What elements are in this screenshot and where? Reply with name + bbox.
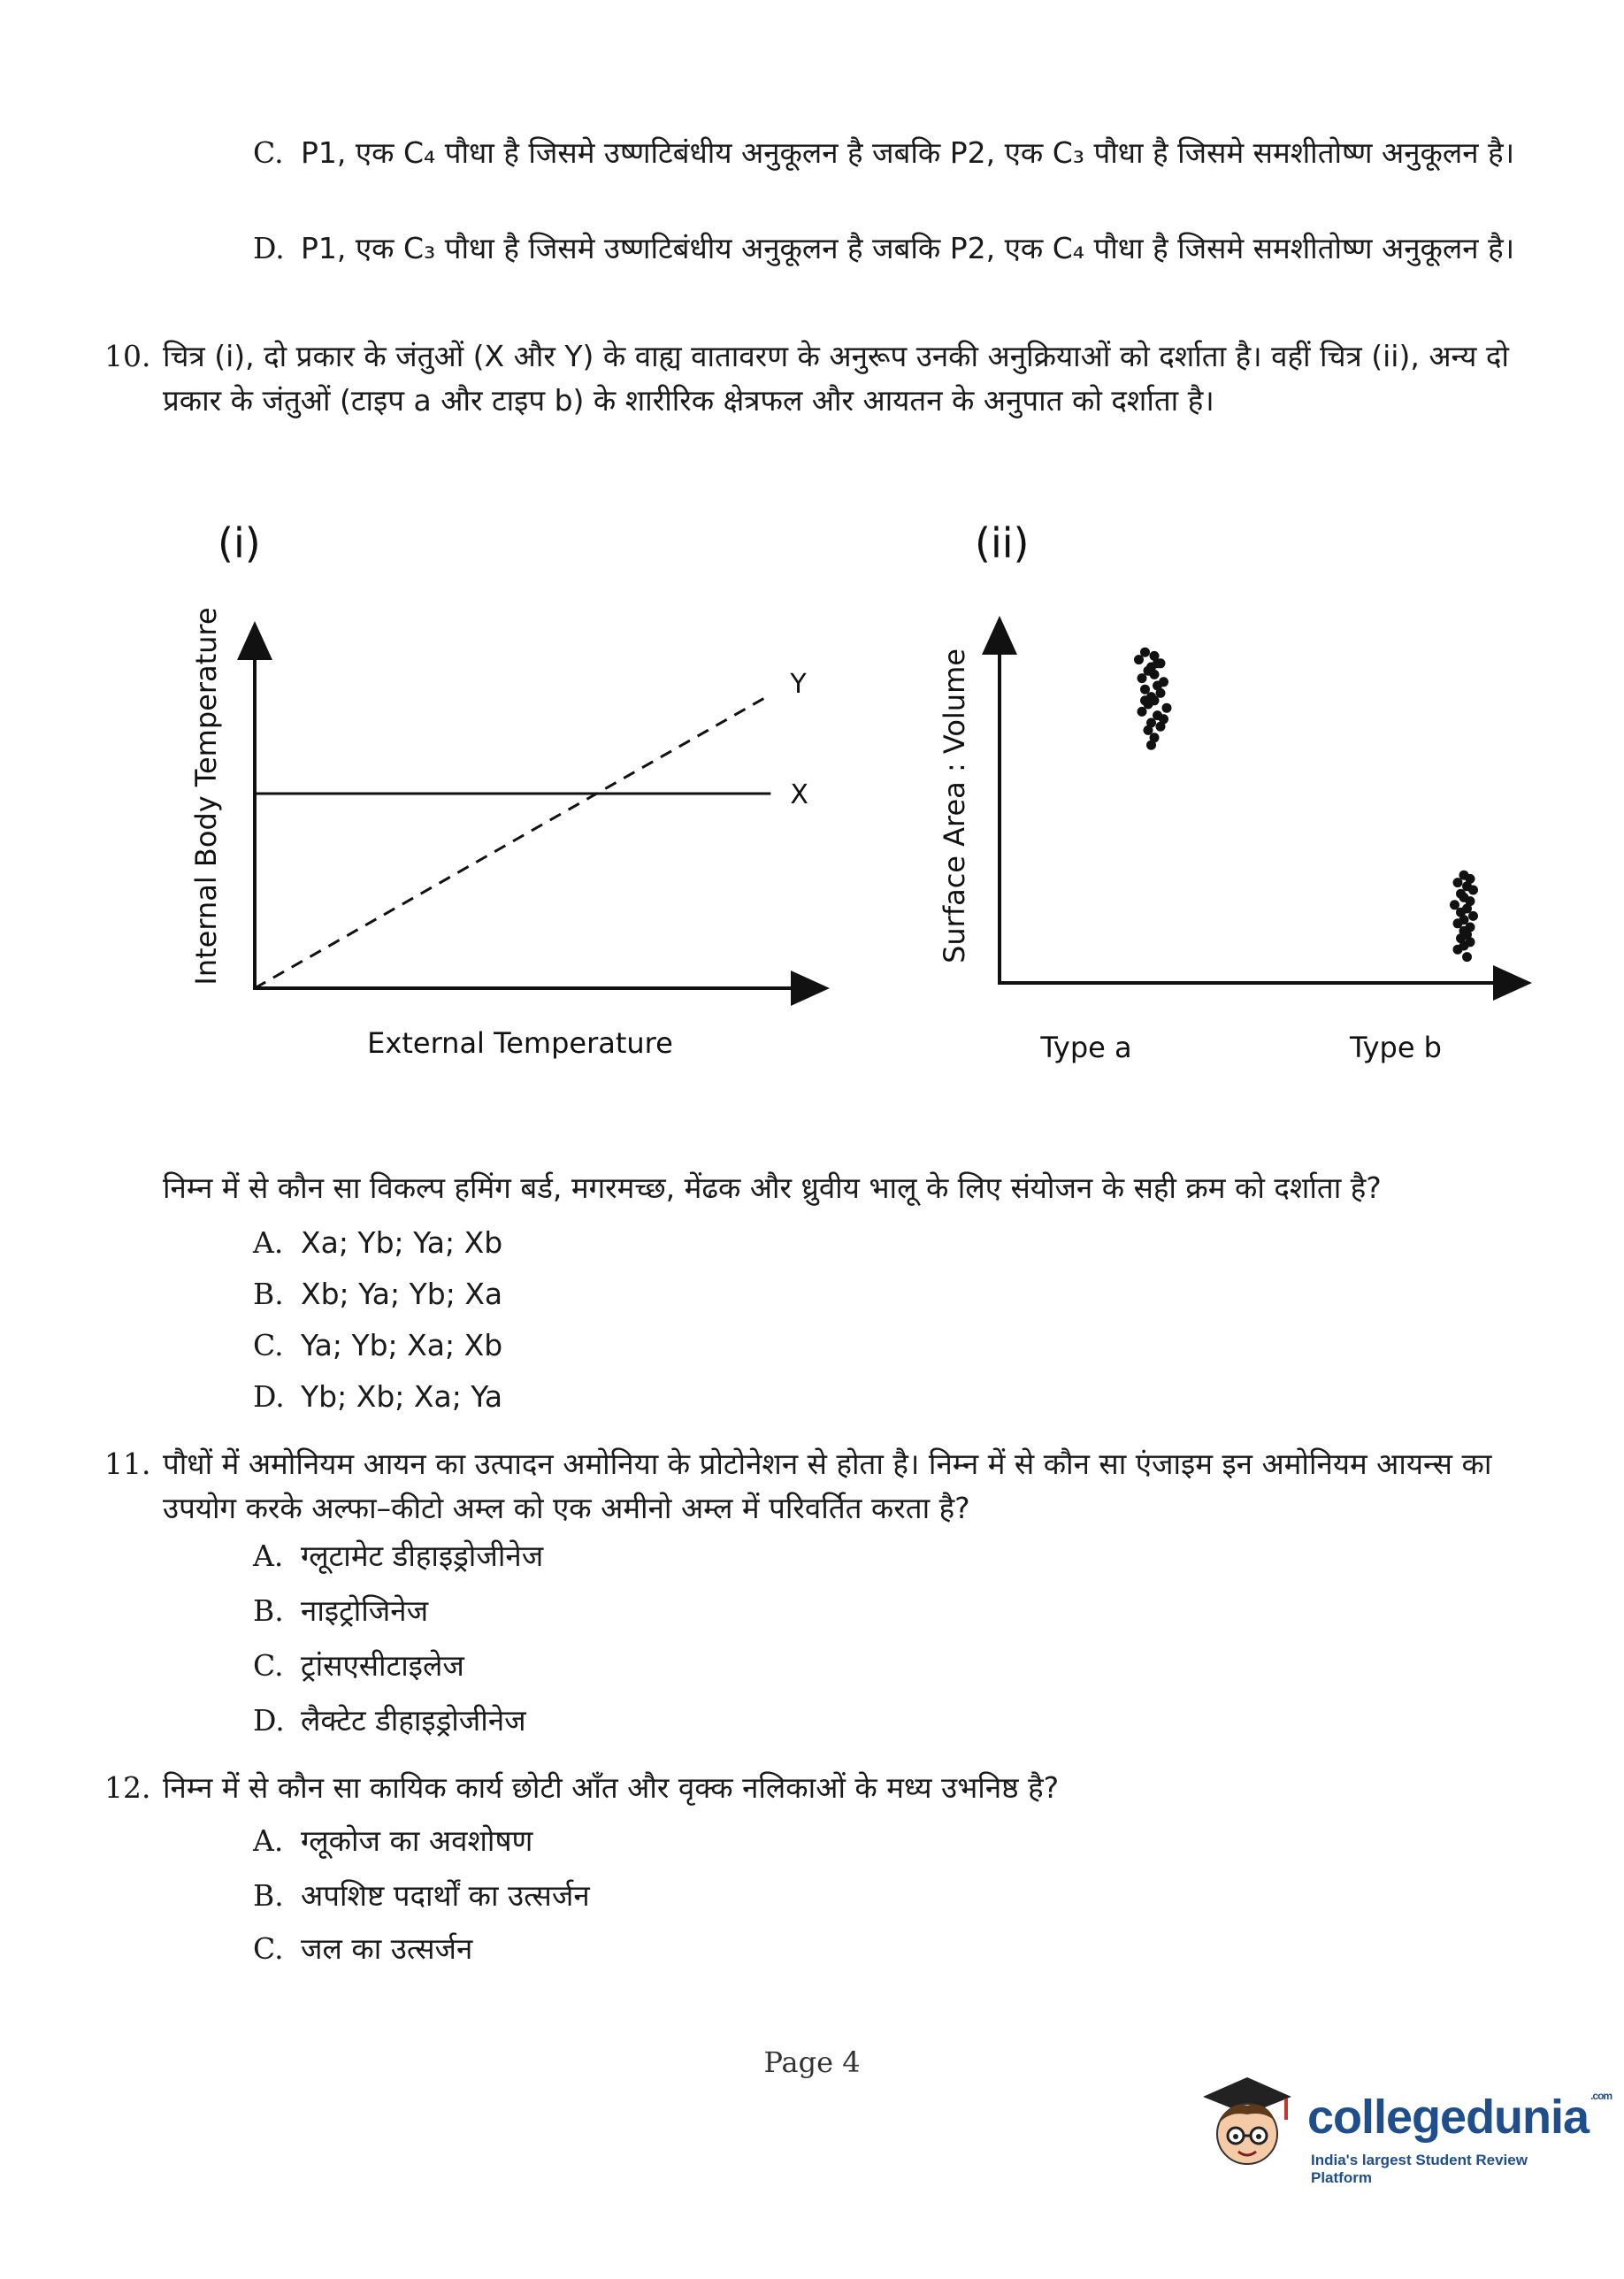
mascot-icon (1194, 2070, 1300, 2176)
option-text: Yb; Xb; Xa; Ya (301, 1379, 503, 1414)
type-a-point (1138, 707, 1147, 717)
scatter-points (1134, 648, 1478, 962)
option-text: अपशिष्ट पदार्थों का उत्सर्जन (301, 1878, 590, 1913)
question-number: 12. (104, 1770, 151, 1805)
series-x-label: X (790, 779, 808, 810)
q10-option-d (253, 1377, 1536, 1417)
question-number: 11. (104, 1446, 151, 1481)
type-a-point (1162, 703, 1172, 713)
option-text: नाइट्रोजिनेज (301, 1593, 429, 1628)
type-b-point (1468, 886, 1478, 895)
option-label: A. (253, 1823, 284, 1858)
option-text: ग्लूटामेट डीहाइड्रोजीनेज (301, 1539, 544, 1573)
option-label: D. (253, 1703, 285, 1738)
option-label: B. (253, 1878, 284, 1913)
question-10 (104, 334, 1546, 423)
q11-option-d (253, 1700, 1536, 1741)
type-a-point (1156, 688, 1166, 698)
type-b-point (1450, 900, 1459, 909)
question-11 (104, 1442, 1546, 1531)
q12-option-c (253, 1929, 1536, 1969)
chart-ii-category-a: Type a (1040, 1031, 1132, 1064)
q11-option-b (253, 1591, 1536, 1631)
type-a-point (1146, 740, 1156, 750)
brand-name-text: collegedunia (1307, 2091, 1590, 2144)
option-label: D. (253, 231, 285, 265)
collegedunia-logo (1194, 2070, 1613, 2186)
type-a-point (1159, 714, 1168, 724)
chart-i-xlabel: External Temperature (367, 1026, 673, 1060)
chart-ii-title: (ii) (975, 519, 1030, 567)
option-label: A. (253, 1539, 284, 1573)
chart-ii-ylabel: Surface Area : Volume (938, 648, 971, 963)
figure-panel (0, 495, 1624, 1079)
question-number: 10. (104, 339, 151, 373)
type-a-point (1140, 648, 1150, 657)
option-text: Xb; Ya; Yb; Xa (301, 1277, 503, 1311)
question-12 (104, 1766, 1546, 1810)
q11-option-a (253, 1536, 1536, 1577)
q10-option-a (253, 1223, 1536, 1263)
chart-i-ylabel: Internal Body Temperature (189, 607, 223, 986)
option-label: C. (253, 1328, 284, 1362)
question-text: पौधों में अमोनियम आयन का उत्पादन अमोनिया के प्रोटोनेशन से होता है। निम्न में से कौन सा एंजाइम इन अमोनियम आयन्स का उपयोग करके अल्फा–कीटो अम्ल को एक अमीनो अम्ल में परिवर्तित करता है? (163, 1446, 1492, 1525)
option-text: जल का उत्सर्जन (301, 1931, 473, 1966)
type-a-point (1144, 666, 1153, 676)
series-y-line (255, 694, 770, 988)
option-text: ट्रांसएसीटाइलेज (301, 1648, 464, 1683)
option-label: D. (253, 1379, 285, 1414)
question-10-followup (104, 1166, 1546, 1210)
q12-option-a (253, 1821, 1536, 1861)
chart-i-title: (i) (218, 519, 261, 567)
option-label: C. (253, 1648, 284, 1683)
series-y-label: Y (790, 669, 807, 700)
option-text: Ya; Yb; Xa; Xb (301, 1328, 503, 1362)
brand-tagline: India's largest Student Review Platform (1311, 2152, 1528, 2186)
question-text: निम्न में से कौन सा कायिक कार्य छोटी आँत और वृक्क नलिकाओं के मध्य उभनिष्ठ है? (163, 1770, 1060, 1805)
option-text: लैक्टेट डीहाइड्रोजीनेज (301, 1703, 526, 1738)
type-b-point (1453, 918, 1463, 928)
q9-option-d (253, 228, 1536, 269)
option-label: C. (253, 135, 284, 170)
chart-ii-category-b: Type b (1350, 1031, 1442, 1064)
type-a-point (1140, 695, 1150, 705)
q12-option-b (253, 1876, 1536, 1916)
question-followup-text: निम्न में से कौन सा विकल्प हमिंग बर्ड, मगरमच्छ, मेंढक और ध्रुवीय भालू के लिए संयोजन के सही क्रम को दर्शाता है? (163, 1170, 1382, 1205)
option-label: A. (253, 1225, 284, 1260)
type-a-point (1159, 677, 1168, 687)
type-a-point (1134, 655, 1144, 664)
q9-option-c (253, 133, 1536, 173)
page-number: Page 4 (763, 2045, 861, 2079)
option-label: B. (253, 1593, 284, 1628)
option-text: P1, एक C₄ पौधा है जिसमे उष्णटिबंधीय अनुकूलन है जबकि P2, एक C₃ पौधा है जिसमे समशीतोष्ण अनुकूलन है। (301, 135, 1515, 170)
q11-option-c (253, 1646, 1536, 1686)
option-text: P1, एक C₃ पौधा है जिसमे उष्णटिबंधीय अनुकूलन है जबकि P2, एक C₄ पौधा है जिसमे समशीतोष्ण अनुकूलन है। (301, 231, 1515, 265)
option-label: B. (253, 1277, 284, 1311)
question-text: चित्र (i), दो प्रकार के जंतुओं (X और Y) के वाह्य वातावरण के अनुरूप उनकी अनुक्रियाओं को दर्शाता है। वहीं चित्र (ii), अन्य दो प्रकार के जंतुओं (टाइप a और टाइप b) के शारीरिक क्षेत्रफल और आयतन के अनुपात को दर्शाता है। (163, 339, 1509, 418)
type-b-point (1468, 911, 1478, 921)
type-a-point (1153, 658, 1162, 668)
brand-suffix: .com (1590, 2090, 1613, 2102)
q10-option-c (253, 1325, 1536, 1366)
type-b-point (1462, 952, 1472, 962)
type-a-point (1140, 685, 1150, 694)
option-text: Xa; Yb; Ya; Xb (301, 1225, 503, 1260)
type-a-point (1144, 725, 1153, 735)
type-b-point (1453, 945, 1463, 955)
q10-option-b (253, 1274, 1536, 1315)
brand-name (1307, 2090, 1612, 2145)
type-b-point (1453, 878, 1463, 887)
type-a-point (1138, 673, 1147, 683)
option-text: ग्लूकोज का अवशोषण (301, 1823, 533, 1858)
option-label: C. (253, 1931, 284, 1966)
